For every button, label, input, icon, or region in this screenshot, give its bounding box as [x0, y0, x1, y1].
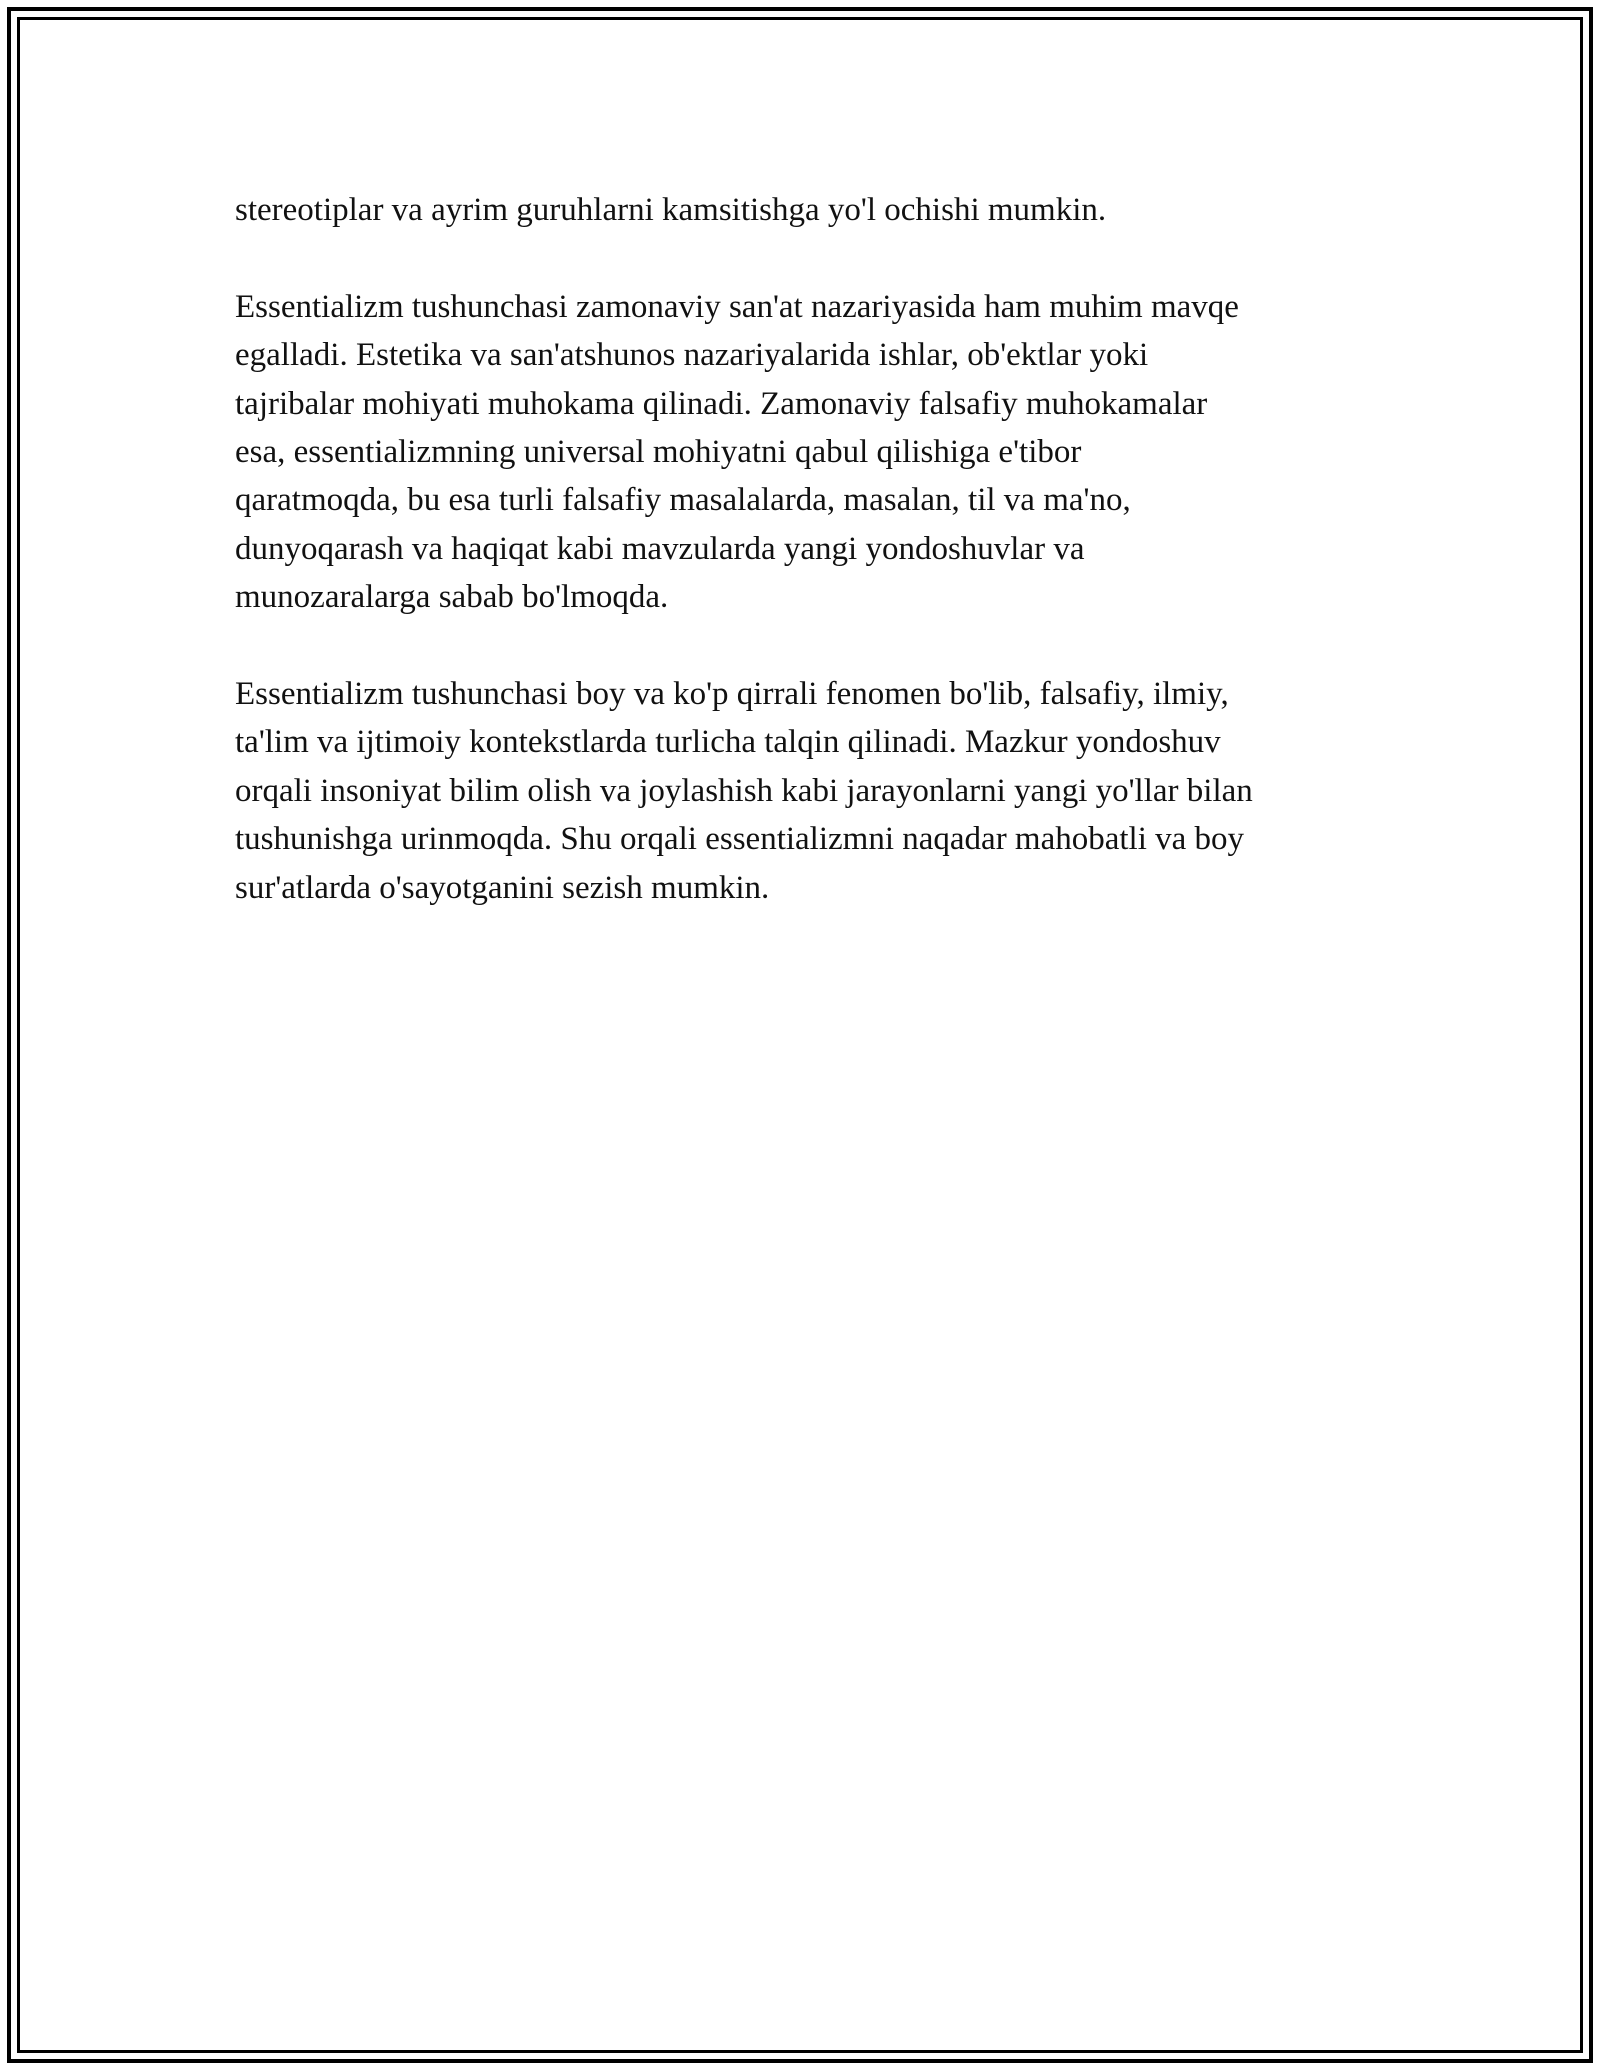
document-body: [235, 186, 1375, 960]
paragraph-3: Essentializm tushunchasi boy va ko'p qirrali fenomen bo'lib, falsafiy, ilmiy, ta'lim va ijtimoiy kontekstlarda turlicha talqin qilinadi. Mazkur yondoshuv orqali insoniyat bilim olish va joylashish kabi jarayonlarni yangi yo'llar bilan tushunishga urinmoqda. Shu orqali essentializmni naqadar mahobatli va boy sur'atlarda o'sayotganini sezish mumkin.: [235, 676, 1253, 906]
paragraph-2: Essentializm tushunchasi zamonaviy san'at nazariyasida ham muhim mavqe egalladi. Estetika va san'atshunos nazariyalarida ishlar, ob'ektlar yoki tajribalar mohiyati muhokama qilinadi. Zamonaviy falsafiy muhokamalar esa, essentializmning universal mohiyatni qabul qilishiga e'tibor qaratmoqda, bu esa turli falsafiy masalalarda, masalan, til va ma'no, dunyoqarash va haqiqat kabi mavzularda yangi yondoshuvlar va munozaralarga sabab bo'lmoqda.: [235, 288, 1239, 616]
paragraph-1: stereotiplar va ayrim guruhlarni kamsitishga yo'l ochishi mumkin.: [235, 192, 1107, 228]
